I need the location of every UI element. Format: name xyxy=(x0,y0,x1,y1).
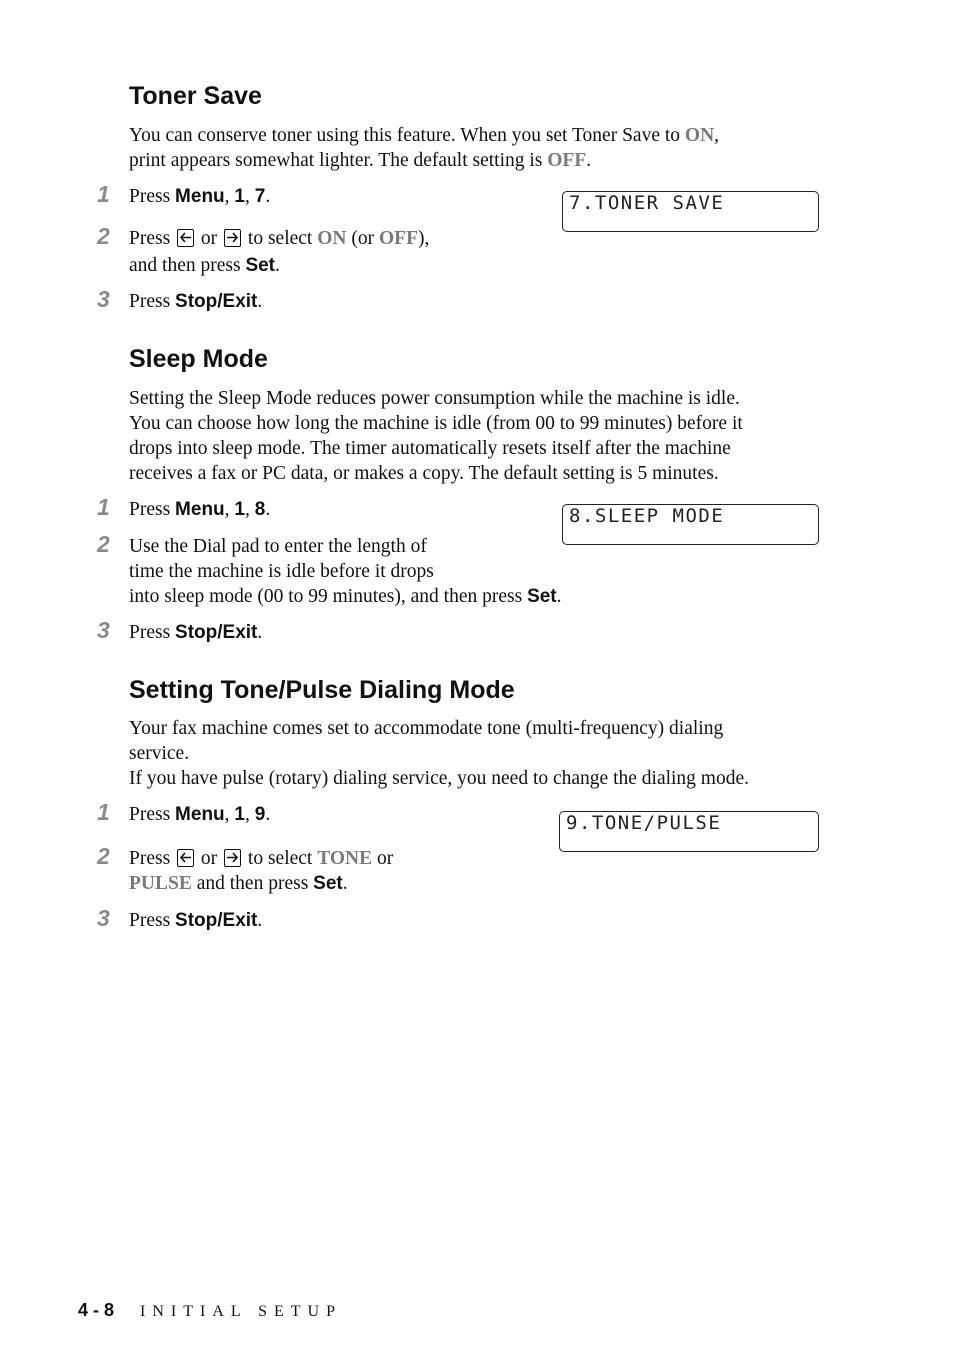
sleep-intro-line3: drops into sleep mode. The timer automatically resets itself after the machine xyxy=(129,438,731,459)
option-on: ON xyxy=(317,228,347,249)
stop-exit-key: Stop/Exit xyxy=(175,291,258,312)
right-arrow-key-icon xyxy=(224,849,241,867)
option-pulse: PULSE xyxy=(129,873,192,894)
option-on: ON xyxy=(684,125,715,146)
sleep-intro-line4: receives a fax or PC data, or makes a copy. The default setting is 5 minutes. xyxy=(129,463,719,484)
step-text: to select xyxy=(247,228,318,249)
step-text: (or xyxy=(346,228,379,249)
stop-exit-key: Stop/Exit xyxy=(175,910,258,931)
toner-step3: Press Stop/Exit. xyxy=(129,291,263,312)
lcd-text: 7.TONER SAVE xyxy=(569,192,725,214)
sleep-intro-line2: You can choose how long the machine is idle (from 00 to 99 minutes) before it xyxy=(129,413,743,434)
tone-intro-line1: Your fax machine comes set to accommodate tone (multi-frequency) dialing xyxy=(129,718,724,739)
menu-key: Menu xyxy=(175,186,225,207)
step-number: 3 xyxy=(97,286,110,312)
step-text: Press xyxy=(129,499,176,520)
step-number: 1 xyxy=(97,799,110,825)
page-number: 4 - 8 xyxy=(78,1300,115,1320)
stop-exit-key: Stop/Exit xyxy=(175,622,258,643)
step-text: to select xyxy=(247,848,318,869)
step-text: Press xyxy=(129,804,176,825)
step-number: 1 xyxy=(97,494,110,520)
step-text: into sleep mode (00 to 99 minutes), and then press xyxy=(129,586,528,607)
key-8: 8 xyxy=(254,499,266,520)
right-arrow-key-icon xyxy=(224,229,241,247)
toner-intro-line2 xyxy=(129,148,591,173)
toner-step2-line2: and then press Set. xyxy=(129,255,280,276)
option-off: OFF xyxy=(547,150,587,171)
key-1: 1 xyxy=(234,186,245,207)
step-text: Press xyxy=(129,228,171,249)
sleep-mode-heading: Sleep Mode xyxy=(129,345,268,373)
toner-save-heading: Toner Save xyxy=(129,82,262,110)
lcd-text: 8.SLEEP MODE xyxy=(569,505,725,527)
sleep-step2-line2: time the machine is idle before it drops xyxy=(129,561,434,582)
tone-intro-line2: service. xyxy=(129,743,190,764)
step-number: 2 xyxy=(97,843,110,869)
set-key: Set xyxy=(313,873,343,894)
step-number: 3 xyxy=(97,905,110,931)
sleep-step2-line3: into sleep mode (00 to 99 minutes), and then press Set. xyxy=(129,586,562,607)
sleep-step2-line1: Use the Dial pad to enter the length of xyxy=(129,536,427,557)
step-text: Press xyxy=(129,848,171,869)
tone-step2-line2: PULSE and then press Set. xyxy=(129,873,348,894)
step-text: ), xyxy=(417,228,430,249)
lcd-text: 9.TONE/PULSE xyxy=(566,812,722,834)
set-key: Set xyxy=(245,255,276,276)
step-number: 2 xyxy=(97,531,110,557)
section-title: INITIAL SETUP xyxy=(140,1303,342,1320)
step-text: Press xyxy=(129,291,176,312)
step-number: 3 xyxy=(97,617,110,643)
step-text: and then press xyxy=(191,873,314,894)
step-text: or xyxy=(200,228,218,249)
step-text: and then press xyxy=(129,255,246,276)
key-7: 7 xyxy=(254,186,266,207)
page-footer xyxy=(78,1300,342,1321)
step-text: Press xyxy=(129,910,176,931)
toner-step2-line1 xyxy=(129,226,429,251)
lcd-display xyxy=(562,504,819,545)
toner-intro-line1 xyxy=(129,123,719,148)
step-number: 2 xyxy=(97,223,110,249)
tone-pulse-heading: Setting Tone/Pulse Dialing Mode xyxy=(129,676,515,704)
tone-step2-line1 xyxy=(129,846,393,871)
tone-intro-line3: If you have pulse (rotary) dialing service, you need to change the dialing mode. xyxy=(129,768,750,789)
tone-step1: Press Menu, 1, 9. xyxy=(129,804,271,825)
step-text: or xyxy=(372,848,394,869)
sleep-intro-line1: Setting the Sleep Mode reduces power consumption while the machine is idle. xyxy=(129,388,740,409)
option-off: OFF xyxy=(378,228,418,249)
toner-step1: Press Menu, 1, 7. xyxy=(129,186,271,207)
step-text: Press xyxy=(129,186,176,207)
key-9: 9 xyxy=(254,804,266,825)
tone-step3: Press Stop/Exit. xyxy=(129,910,263,931)
sleep-step3: Press Stop/Exit. xyxy=(129,622,263,643)
menu-key: Menu xyxy=(175,499,225,520)
step-text: Press xyxy=(129,622,176,643)
lcd-display xyxy=(559,811,819,852)
left-arrow-key-icon xyxy=(177,849,194,867)
key-1: 1 xyxy=(234,499,245,520)
toner-intro-text: print appears somewhat lighter. The default setting is xyxy=(129,150,548,171)
menu-key: Menu xyxy=(175,804,225,825)
punct: . xyxy=(586,150,592,171)
set-key: Set xyxy=(527,586,557,607)
sleep-step1: Press Menu, 1, 8. xyxy=(129,499,271,520)
left-arrow-key-icon xyxy=(177,229,194,247)
lcd-display xyxy=(562,191,819,232)
punct: , xyxy=(714,125,720,146)
option-tone: TONE xyxy=(317,848,373,869)
toner-intro-text: You can conserve toner using this feature. When you set Toner Save to xyxy=(129,125,685,146)
step-number: 1 xyxy=(97,181,110,207)
key-1: 1 xyxy=(234,804,245,825)
step-text: or xyxy=(200,848,218,869)
